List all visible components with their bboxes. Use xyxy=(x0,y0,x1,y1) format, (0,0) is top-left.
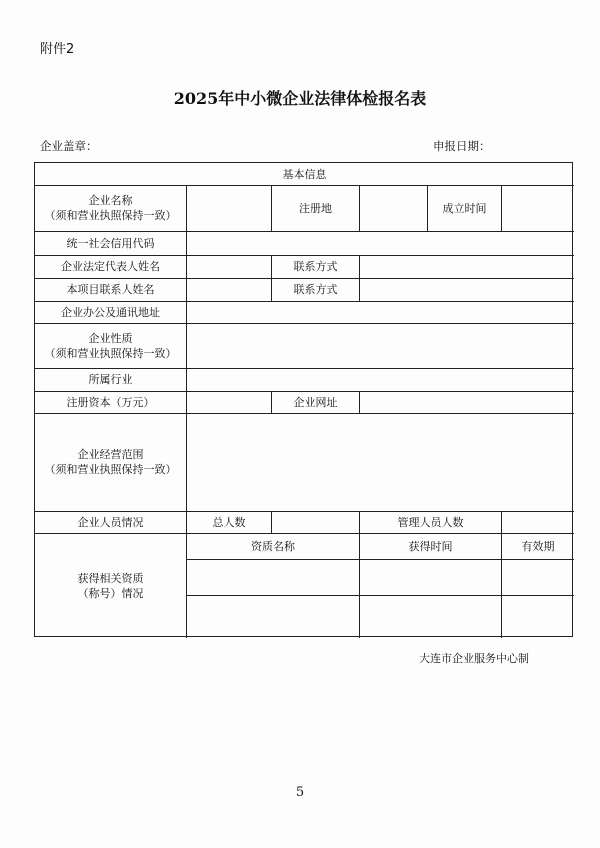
application-date-label: 申报日期： xyxy=(433,139,491,153)
obtained-time-input-2[interactable] xyxy=(360,596,501,638)
managers-input[interactable] xyxy=(502,511,574,533)
page-title: 2025年中小微企业法律体检报名表 xyxy=(173,89,427,108)
project-contact-input[interactable] xyxy=(187,278,271,301)
legal-rep-label: 企业法定代表人姓名 xyxy=(61,260,160,273)
validity-header: 有效期 xyxy=(521,539,555,553)
company-nature-label: 企业性质 （须和营业执照保持一致） xyxy=(44,331,177,360)
address-input[interactable] xyxy=(187,301,574,323)
managers-label: 管理人员人数 xyxy=(397,515,464,529)
established-time-label: 成立时间 xyxy=(442,201,487,215)
page-number: 5 xyxy=(295,785,305,800)
validity-input-2[interactable] xyxy=(502,596,574,638)
company-nature-input[interactable] xyxy=(187,323,574,368)
attachment-label: 附件2 xyxy=(40,42,75,57)
legal-rep-input[interactable] xyxy=(187,255,271,278)
business-scope-label: 企业经营范围 （须和营业执照保持一致） xyxy=(44,448,177,476)
qualification-label: 获得相关资质 （称号）情况 xyxy=(77,571,144,600)
industry-label: 所属行业 xyxy=(88,373,133,386)
legal-rep-contact-label: 联系方式 xyxy=(293,260,338,273)
qualification-name-header: 资质名称 xyxy=(251,539,295,553)
company-name-label: 企业名称 （须和营业执照保持一致） xyxy=(44,194,177,222)
obtained-time-input-1[interactable] xyxy=(360,560,501,595)
obtained-time-header: 获得时间 xyxy=(408,539,453,553)
staff-label: 企业人员情况 xyxy=(77,515,144,529)
established-time-input[interactable] xyxy=(502,185,574,231)
validity-input-1[interactable] xyxy=(502,560,574,595)
website-label: 企业网址 xyxy=(293,395,338,409)
legal-rep-contact-input[interactable] xyxy=(360,255,574,278)
registered-place-label: 注册地 xyxy=(299,201,332,215)
qualification-name-input-1[interactable] xyxy=(187,560,359,595)
qualification-name-input-2[interactable] xyxy=(187,596,359,638)
company-seal-label: 企业盖章： xyxy=(40,139,98,153)
project-contact-method-input[interactable] xyxy=(360,278,574,301)
section-basic-info: 基本信息 xyxy=(282,167,327,181)
address-label: 企业办公及通讯地址 xyxy=(61,305,160,319)
credit-code-label: 统一社会信用代码 xyxy=(66,236,155,250)
registered-capital-label: 注册资本（万元） xyxy=(66,395,155,409)
issuer-footer: 大连市企业服务中心制 xyxy=(419,652,529,665)
business-scope-input[interactable] xyxy=(187,413,574,511)
total-staff-label: 总人数 xyxy=(212,515,246,529)
company-name-input[interactable] xyxy=(187,185,271,231)
registered-place-input[interactable] xyxy=(360,185,427,231)
credit-code-input[interactable] xyxy=(187,231,574,255)
total-staff-input[interactable] xyxy=(272,511,359,533)
registered-capital-input[interactable] xyxy=(187,391,271,413)
project-contact-method-label: 联系方式 xyxy=(293,283,338,296)
industry-input[interactable] xyxy=(187,368,574,391)
registration-form-table xyxy=(34,162,573,637)
project-contact-label: 本项目联系人姓名 xyxy=(66,283,155,296)
website-input[interactable] xyxy=(360,391,574,413)
